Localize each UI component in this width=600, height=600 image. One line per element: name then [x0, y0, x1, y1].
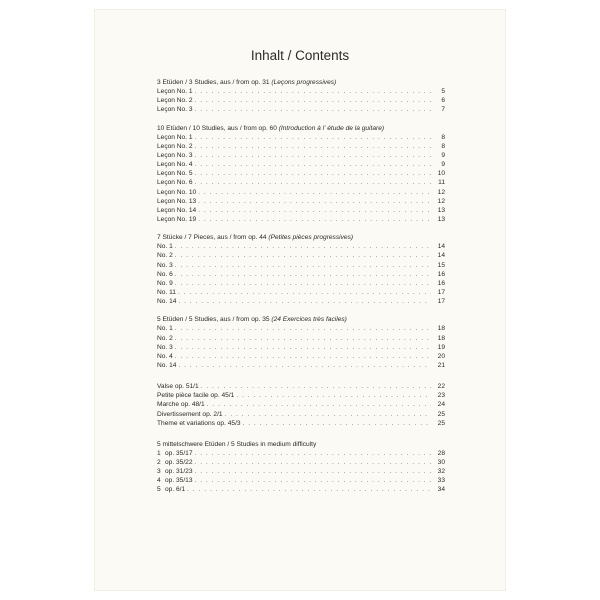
- entry-label: [157, 261, 173, 270]
- dot-leader: [175, 353, 431, 362]
- dot-leader: [195, 152, 431, 161]
- toc-section: [157, 315, 445, 370]
- entry-label: [157, 160, 193, 169]
- entry-label-text: Marche op. 48/1: [157, 401, 205, 409]
- section-heading: [157, 440, 445, 449]
- toc-entry[interactable]: [157, 270, 445, 279]
- toc-entry[interactable]: [157, 251, 445, 260]
- entry-page-number: 25: [437, 419, 445, 427]
- entry-page-number: 6: [441, 97, 445, 105]
- dot-leader: [195, 179, 431, 188]
- toc-entry[interactable]: [157, 400, 445, 409]
- dot-leader: [175, 280, 431, 289]
- section-heading-text: 7 Stücke / 7 Pieces, aus / from op. 44: [157, 234, 269, 242]
- section-heading-text: 3 Etüden / 3 Studies, aus / from op. 31: [157, 79, 272, 86]
- toc-entry[interactable]: [157, 279, 445, 288]
- toc-entry[interactable]: [157, 178, 445, 187]
- toc-entry[interactable]: [157, 87, 445, 96]
- entry-label-text: Leçon No. 1: [157, 88, 193, 96]
- dot-leader: [195, 170, 431, 179]
- entry-label-text: Leçon No. 1: [157, 133, 193, 141]
- entry-page-number: 5: [441, 88, 445, 96]
- entry-label: [157, 343, 173, 352]
- entry-page-number: 12: [437, 197, 445, 205]
- entry-label-text: Leçon No. 3: [157, 151, 193, 159]
- entry-page-number: 25: [437, 410, 445, 418]
- entry-label: [157, 391, 234, 400]
- entry-label: [157, 485, 185, 494]
- entry-label-text: Leçon No. 10: [157, 188, 197, 196]
- entry-label: [157, 96, 193, 105]
- toc-section: [157, 233, 445, 306]
- dot-leader: [195, 459, 432, 468]
- entry-label: [157, 324, 173, 333]
- entry-label: [157, 169, 193, 178]
- entry-number: 3: [157, 468, 161, 476]
- entry-page-number: 16: [437, 270, 445, 278]
- entry-label-text: op. 35/17: [165, 449, 193, 457]
- entry-page-number: 17: [437, 288, 445, 296]
- dot-leader: [198, 189, 431, 198]
- entry-label-text: Divertissement op. 2/1: [157, 410, 223, 418]
- dot-leader: [198, 216, 431, 225]
- toc-entry[interactable]: [157, 242, 445, 251]
- entry-page-number: 15: [437, 261, 445, 269]
- entry-label: [157, 458, 193, 467]
- dot-leader: [187, 486, 431, 495]
- toc-entry[interactable]: [157, 206, 445, 215]
- entry-page-number: 30: [437, 459, 445, 467]
- toc-section: [157, 382, 445, 428]
- entry-page-number: 9: [441, 161, 445, 169]
- section-heading-subtitle: (Leçons progressives): [271, 79, 337, 86]
- entry-page-number: 12: [437, 188, 445, 196]
- toc-entry[interactable]: [157, 449, 445, 458]
- section-heading: [157, 233, 445, 242]
- entry-page-number: 8: [441, 142, 445, 150]
- entry-label: [157, 142, 193, 151]
- entry-label-text: No. 6: [157, 270, 173, 278]
- dot-leader: [236, 392, 431, 401]
- toc-entry[interactable]: [157, 151, 445, 160]
- entry-page-number: 8: [441, 133, 445, 141]
- section-heading-text: 5 mittelschwere Etüden / 5 Studies in medium difficulty: [157, 440, 317, 448]
- toc-entry[interactable]: [157, 391, 445, 400]
- entry-label: [157, 352, 173, 361]
- toc-entry[interactable]: [157, 458, 445, 467]
- entry-label-text: Theme et variations op. 45/3: [157, 419, 241, 427]
- dot-leader: [195, 106, 431, 115]
- dot-leader: [175, 262, 431, 271]
- entry-label: [157, 105, 193, 114]
- dot-leader: [178, 362, 431, 371]
- entry-number: 1: [157, 449, 161, 457]
- entry-label-text: Leçon No. 14: [157, 206, 197, 214]
- section-heading-subtitle: (Introduction à l' étude de la guitare): [278, 124, 385, 132]
- toc-section: [157, 440, 445, 495]
- dot-leader: [175, 243, 431, 252]
- entry-label: [157, 206, 196, 215]
- toc-section: [157, 78, 445, 115]
- dot-leader: [195, 161, 431, 170]
- entry-label: [157, 297, 176, 306]
- dot-leader: [175, 252, 431, 261]
- entry-label: [157, 288, 176, 297]
- section-heading: [157, 315, 445, 324]
- table-of-contents: [157, 78, 445, 504]
- entry-page-number: 32: [437, 468, 445, 476]
- entry-label: [157, 279, 173, 288]
- entry-number: 5: [157, 486, 161, 494]
- dot-leader: [198, 207, 431, 216]
- entry-page-number: 22: [437, 383, 445, 391]
- dot-leader: [175, 335, 431, 344]
- dot-leader: [195, 88, 431, 97]
- entry-label: [157, 361, 176, 370]
- entry-label: [157, 467, 193, 476]
- toc-entry[interactable]: [157, 334, 445, 343]
- toc-entry[interactable]: [157, 261, 445, 270]
- dot-leader: [195, 477, 432, 486]
- entry-label-text: Leçon No. 6: [157, 179, 193, 187]
- entry-label-text: No. 14: [157, 298, 177, 306]
- entry-page-number: 18: [437, 334, 445, 342]
- entry-label-text: Leçon No. 2: [157, 97, 193, 105]
- section-heading: [157, 124, 445, 133]
- entry-label: [157, 197, 196, 206]
- entry-label: [157, 410, 223, 419]
- entry-label-text: op. 6/1: [165, 486, 186, 494]
- entry-label: [157, 251, 173, 260]
- entry-label: [157, 87, 193, 96]
- entry-label: [157, 419, 241, 428]
- entry-page-number: 13: [437, 206, 445, 214]
- section-heading-subtitle: (Petites pièces progressives): [268, 234, 354, 242]
- dot-leader: [198, 198, 431, 207]
- entry-label: [157, 449, 193, 458]
- section-heading-text: 10 Etüden / 10 Studies, aus / from op. 60: [157, 124, 279, 132]
- toc-entry[interactable]: [157, 288, 445, 297]
- dot-leader: [175, 271, 431, 280]
- toc-entry[interactable]: [157, 160, 445, 169]
- entry-label-text: Leçon No. 19: [157, 215, 197, 223]
- entry-label-text: Leçon No. 3: [157, 106, 193, 114]
- entry-page-number: 19: [437, 343, 445, 351]
- section-heading-subtitle: (24 Exercices très faciles): [271, 316, 347, 324]
- entry-label-text: No. 1: [157, 243, 173, 251]
- section-heading: [157, 78, 445, 87]
- toc-entry[interactable]: [157, 169, 445, 178]
- toc-entry[interactable]: [157, 133, 445, 142]
- entry-page-number: 23: [437, 392, 445, 400]
- entry-label: [157, 151, 193, 160]
- dot-leader: [243, 420, 431, 429]
- entry-label-text: No. 11: [157, 288, 176, 296]
- dot-leader: [175, 344, 431, 353]
- toc-entry[interactable]: [157, 467, 445, 476]
- toc-section: [157, 124, 445, 225]
- entry-number: 4: [157, 477, 161, 485]
- entry-label-text: op. 31/23: [165, 468, 193, 476]
- toc-entry[interactable]: [157, 215, 445, 224]
- entry-label-text: op. 35/13: [165, 477, 193, 485]
- entry-label: [157, 476, 193, 485]
- dot-leader: [195, 468, 432, 477]
- dot-leader: [207, 401, 431, 410]
- toc-entry[interactable]: [157, 297, 445, 306]
- toc-entry[interactable]: [157, 361, 445, 370]
- entry-label: [157, 242, 173, 251]
- entry-page-number: 28: [437, 449, 445, 457]
- entry-label-text: Leçon No. 2: [157, 142, 193, 150]
- page-title: Inhalt / Contents: [250, 48, 350, 63]
- dot-leader: [178, 289, 431, 298]
- entry-page-number: 16: [437, 279, 445, 287]
- toc-entry[interactable]: [157, 343, 445, 352]
- entry-label-text: No. 3: [157, 261, 173, 269]
- entry-label-text: Petite pièce facile op. 45/1: [157, 392, 235, 400]
- dot-leader: [195, 134, 431, 143]
- entry-label: [157, 215, 196, 224]
- entry-page-number: 20: [437, 352, 445, 360]
- dot-leader: [178, 298, 431, 307]
- toc-entry[interactable]: [157, 419, 445, 428]
- entry-page-number: 33: [437, 477, 445, 485]
- entry-label-text: No. 9: [157, 279, 173, 287]
- entry-label: [157, 178, 193, 187]
- entry-page-number: 17: [437, 298, 445, 306]
- entry-label-text: Leçon No. 4: [157, 161, 193, 169]
- toc-entry[interactable]: [157, 324, 445, 333]
- entry-label-text: Leçon No. 5: [157, 170, 193, 178]
- dot-leader: [225, 411, 431, 420]
- toc-entry[interactable]: [157, 96, 445, 105]
- entry-label-text: Valse op. 51/1: [157, 383, 199, 391]
- entry-label: [157, 382, 199, 391]
- entry-label-text: op. 35/22: [165, 459, 193, 467]
- toc-entry[interactable]: [157, 142, 445, 151]
- toc-entry[interactable]: [157, 485, 445, 494]
- entry-label: [157, 133, 193, 142]
- toc-entry[interactable]: [157, 352, 445, 361]
- dot-leader: [195, 143, 431, 152]
- entry-label-text: No. 2: [157, 334, 173, 342]
- entry-page-number: 9: [441, 151, 445, 159]
- entry-label: [157, 270, 173, 279]
- entry-label-text: No. 2: [157, 252, 173, 260]
- entry-page-number: 7: [441, 106, 445, 114]
- entry-page-number: 21: [437, 361, 445, 369]
- document-page: [95, 10, 505, 590]
- entry-page-number: 14: [437, 243, 445, 251]
- toc-entry[interactable]: [157, 105, 445, 114]
- entry-label-text: No. 3: [157, 343, 173, 351]
- dot-leader: [195, 97, 431, 106]
- entry-label: [157, 334, 173, 343]
- dot-leader: [195, 450, 432, 459]
- toc-entry[interactable]: [157, 476, 445, 485]
- toc-entry[interactable]: [157, 197, 445, 206]
- section-heading-text: 5 Etüden / 5 Studies, aus / from op. 35: [157, 316, 272, 324]
- entry-page-number: 24: [437, 401, 445, 409]
- entry-number: 2: [157, 459, 161, 467]
- entry-label-text: Leçon No. 13: [157, 197, 197, 205]
- entry-page-number: 34: [437, 486, 445, 494]
- entry-page-number: 13: [437, 215, 445, 223]
- entry-label-text: No. 4: [157, 352, 173, 360]
- entry-page-number: 11: [438, 179, 445, 187]
- toc-entry[interactable]: [157, 382, 445, 391]
- entry-page-number: 10: [437, 170, 445, 178]
- dot-leader: [201, 383, 431, 392]
- dot-leader: [175, 325, 431, 334]
- entry-label-text: No. 1: [157, 325, 173, 333]
- entry-label: [157, 188, 196, 197]
- entry-page-number: 14: [437, 252, 445, 260]
- entry-label-text: No. 14: [157, 361, 177, 369]
- toc-entry[interactable]: [157, 188, 445, 197]
- entry-page-number: 18: [437, 325, 445, 333]
- toc-entry[interactable]: [157, 410, 445, 419]
- entry-label: [157, 400, 205, 409]
